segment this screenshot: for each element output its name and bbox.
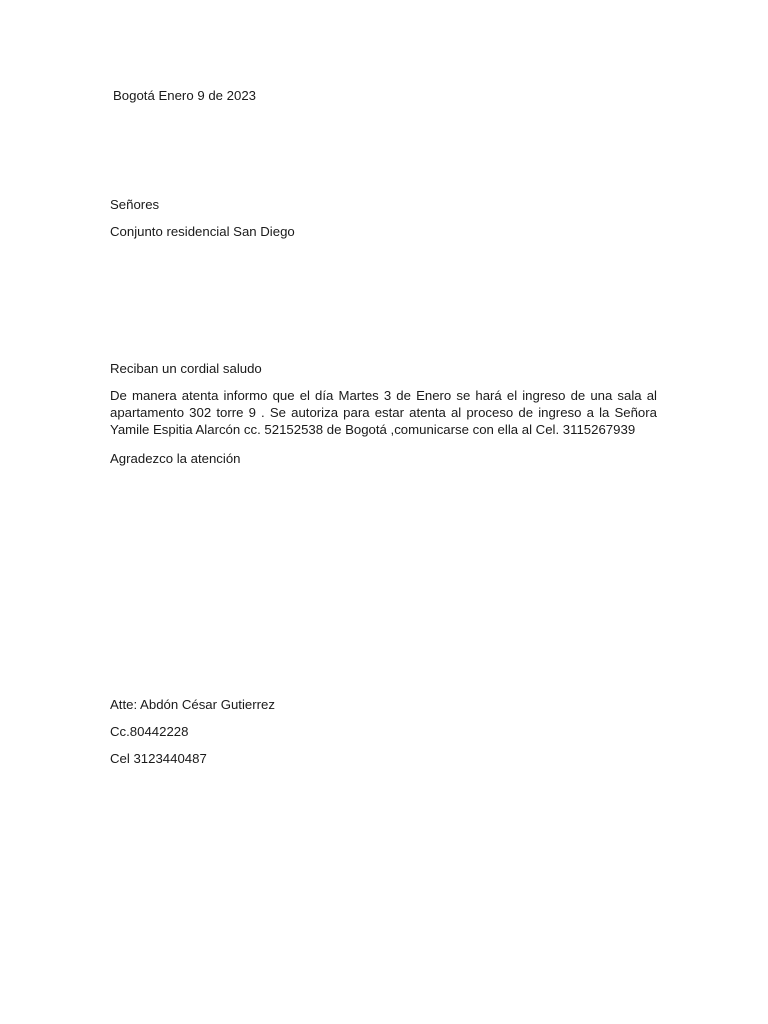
body-line: De manera atenta informo que el día Martes 3 de Enero se hará el ingreso de una sala al	[110, 388, 657, 403]
body-line: Yamile Espitia Alarcón cc. 52152538 de Bogotá ,comunicarse con ella al Cel. 3115267939	[110, 422, 636, 437]
greeting: Reciban un cordial saludo	[110, 361, 262, 376]
body-line: apartamento 302 torre 9 . Se autoriza para estar atenta al proceso de ingreso a la Señora	[110, 405, 657, 420]
signature-name: Atte: Abdón César Gutierrez	[110, 697, 275, 712]
signature-id: Cc.80442228	[110, 724, 189, 739]
signature-phone: Cel 3123440487	[110, 751, 207, 766]
recipient-salutation: Señores	[110, 197, 160, 212]
recipient-name: Conjunto residencial San Diego	[110, 224, 295, 239]
letter-date: Bogotá Enero 9 de 2023	[113, 88, 256, 103]
letter-body	[110, 387, 657, 438]
closing-line: Agradezco la atención	[110, 451, 241, 466]
